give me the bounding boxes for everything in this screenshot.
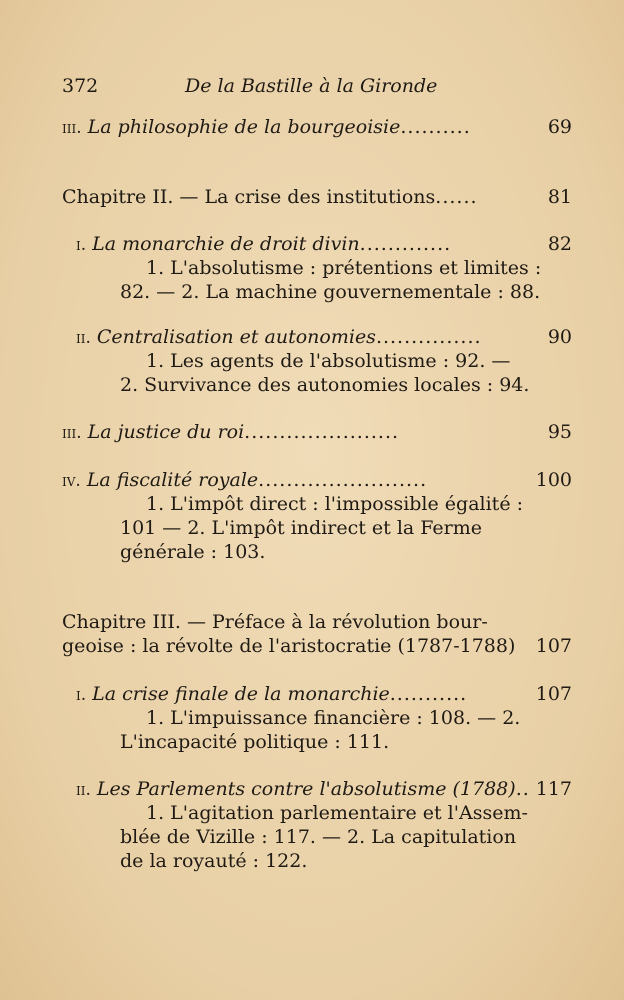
chapter-heading: Chapitre III. — Préface à la révolution bour-: [62, 611, 488, 633]
entry-dots: ......: [435, 186, 478, 208]
entry-page: 81: [547, 186, 572, 208]
chapter-heading: geoise : la révolte de l'aristocratie (1787-1788): [62, 635, 516, 657]
entry-numeral: iv.: [62, 471, 81, 491]
entry-page: 107: [535, 683, 572, 705]
entry-numeral: i.: [76, 235, 87, 255]
entry-numeral: iii.: [62, 423, 82, 443]
entry-desc-line: 82. — 2. La machine gouvernementale : 88.: [120, 281, 541, 303]
toc-entry: [76, 232, 451, 257]
entry-numeral: ii.: [76, 780, 91, 800]
entry-desc-line: 1. Les agents de l'absolutisme : 92. —: [146, 350, 511, 372]
page-number: 372: [62, 75, 99, 97]
entry-page: 90: [547, 326, 572, 348]
entry-page: 100: [535, 469, 572, 491]
entry-desc-line: blée de Vizille : 117. — 2. La capitulation: [120, 826, 517, 848]
entry-title: La fiscalité royale: [86, 469, 259, 491]
entry-page: 107: [535, 635, 572, 657]
entry-page: 117: [535, 778, 572, 800]
entry-desc-line: générale : 103.: [120, 541, 266, 563]
entry-title: La philosophie de la bourgeoisie: [87, 116, 401, 138]
toc-entry: [62, 115, 471, 140]
entry-dots: .............: [359, 233, 452, 255]
entry-dots: ...............: [375, 326, 482, 348]
toc-entry: [62, 420, 399, 445]
entry-numeral: ii.: [76, 328, 91, 348]
entry-title: La monarchie de droit divin: [92, 233, 360, 255]
entry-page: 69: [547, 116, 572, 138]
entry-page: 95: [547, 421, 572, 443]
entry-title: La crise finale de la monarchie: [92, 683, 390, 705]
entry-numeral: i.: [76, 685, 87, 705]
toc-entry: [62, 468, 427, 493]
chapter-heading: [62, 185, 478, 209]
entry-page: 82: [547, 233, 572, 255]
entry-title: La justice du roi: [87, 421, 245, 443]
toc-entry: [76, 325, 482, 350]
toc-entry: [76, 682, 467, 707]
entry-desc-line: 101 — 2. L'impôt indirect et la Ferme: [120, 517, 483, 539]
chapter-title: Chapitre II. — La crise des institutions: [62, 186, 436, 208]
entry-desc-line: 2. Survivance des autonomies locales : 94.: [120, 374, 530, 396]
entry-dots: ..........: [400, 116, 471, 138]
entry-title: Les Parlements contre l'absolutisme (1788): [96, 778, 516, 800]
entry-desc-line: 1. L'impôt direct : l'impossible égalité :: [146, 493, 524, 515]
entry-desc-line: 1. L'absolutisme : prétentions et limites :: [146, 257, 542, 279]
entry-desc-line: 1. L'agitation parlementaire et l'Assem-: [146, 802, 528, 824]
entry-desc-line: 1. L'impuissance financière : 108. — 2.: [146, 707, 521, 729]
entry-title: Centralisation et autonomies: [96, 326, 376, 348]
entry-dots: ...........: [389, 683, 468, 705]
entry-desc-line: de la royauté : 122.: [120, 850, 308, 872]
entry-desc-line: L'incapacité politique : 111.: [120, 731, 390, 753]
entry-dots: ........................: [258, 469, 428, 491]
entry-numeral: iii.: [62, 118, 82, 138]
running-title: De la Bastille à la Gironde: [185, 75, 438, 97]
entry-dots: ..: [515, 778, 530, 800]
entry-dots: ......................: [244, 421, 400, 443]
toc-entry: [76, 777, 530, 802]
